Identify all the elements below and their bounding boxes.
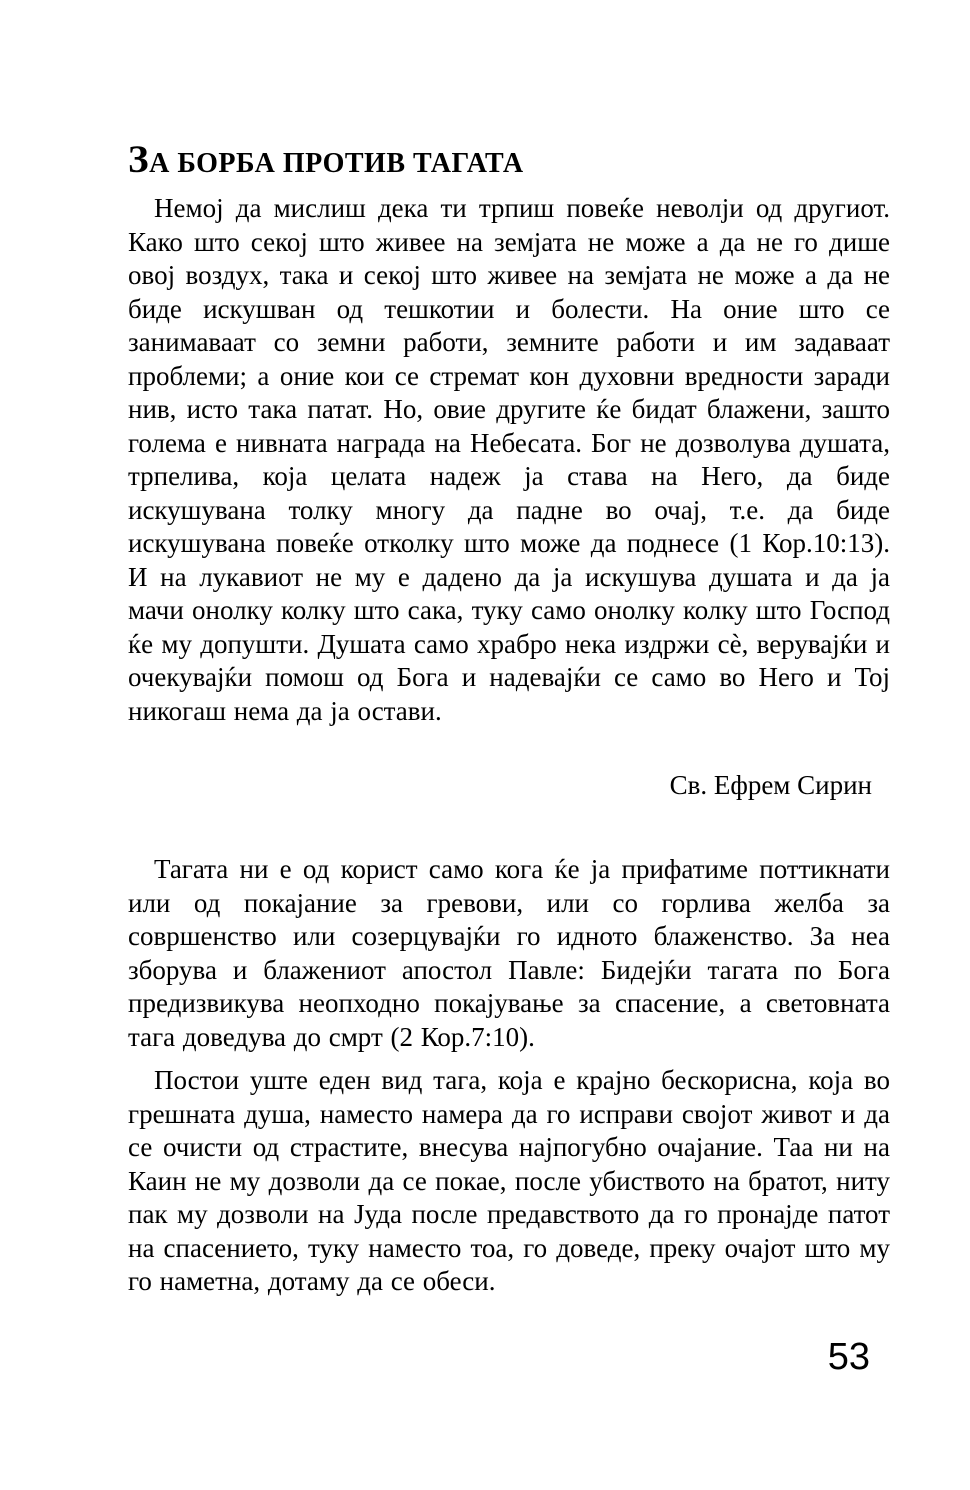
page-number: 53	[827, 1336, 870, 1378]
paragraph-useless-sorrow: Постои уште еден вид тага, која е крајно бескорисна, која во грешната душа, наместо намера да го исправи својот живот и да се очисти од страстите, внесува најпогубно очајание. Таа ни на Каин не му дозволи да се покае, после убиството на братот, ниту пак му дозволи на Јуда после предавството да го пронајде патот на спасението, туку наместо тоа, го доведе, преку очајот што му го наметна, дотаму да се обеси.	[128, 1065, 890, 1296]
heading-initial-letter: З	[128, 137, 150, 181]
paragraph-quote-ephrem: Немој да мислиш дека ти трпиш повеќе неволји од другиот. Како што секој што живее на земјата не може а да не го дише овој воздух, така и секој што живее на земјата не може а да не биде искушван од тешкотии и болести. На оние што се занимаваат со земни работи, земните работи и им задаваат проблеми; а оние кои се стремат кон духовни вредности заради нив, исто така патат. Но, овие другите ќе бидат блажени, зашто голема е нивната награда на Небесата. Бог не дозволува душата, трпелива, која целата надеж ја става на Него, да биде искушувана толку многу да падне во очај, т.е. да биде искушувана повеќе отколку што може да поднесе (1 Кор.10:13). И на лукавиот не му е дадено да ја искушува душата и да ја мачи онолку колку што сака, туку само онолку колку што Господ ќе му допушти. Душата само храбро нека издржи сѐ, верувајќи и очекувајќи помош од Бога и надевајќи се само во Него и Тој никогаш нема да ја остави.	[128, 193, 890, 726]
attribution-author: Св. Ефрем Сирин	[669, 770, 872, 800]
chapter-heading	[128, 137, 890, 187]
heading-text: А БОРБА ПРОТИВ ТАГАТА	[149, 147, 524, 179]
paragraph-useful-sorrow: Тагата ни е од корист само кога ќе ја прифатиме поттикнати или од покајание за гревови, или со горлива желба за совршенство или созерцувајќи го идното блаженство. За неа зборува и блажениот апостол Павле: Бидејќи тагата по Бога предизвикува неопходно покајување за спасение, а световната тага доведува до смрт (2 Кор.7:10).	[128, 854, 890, 1052]
